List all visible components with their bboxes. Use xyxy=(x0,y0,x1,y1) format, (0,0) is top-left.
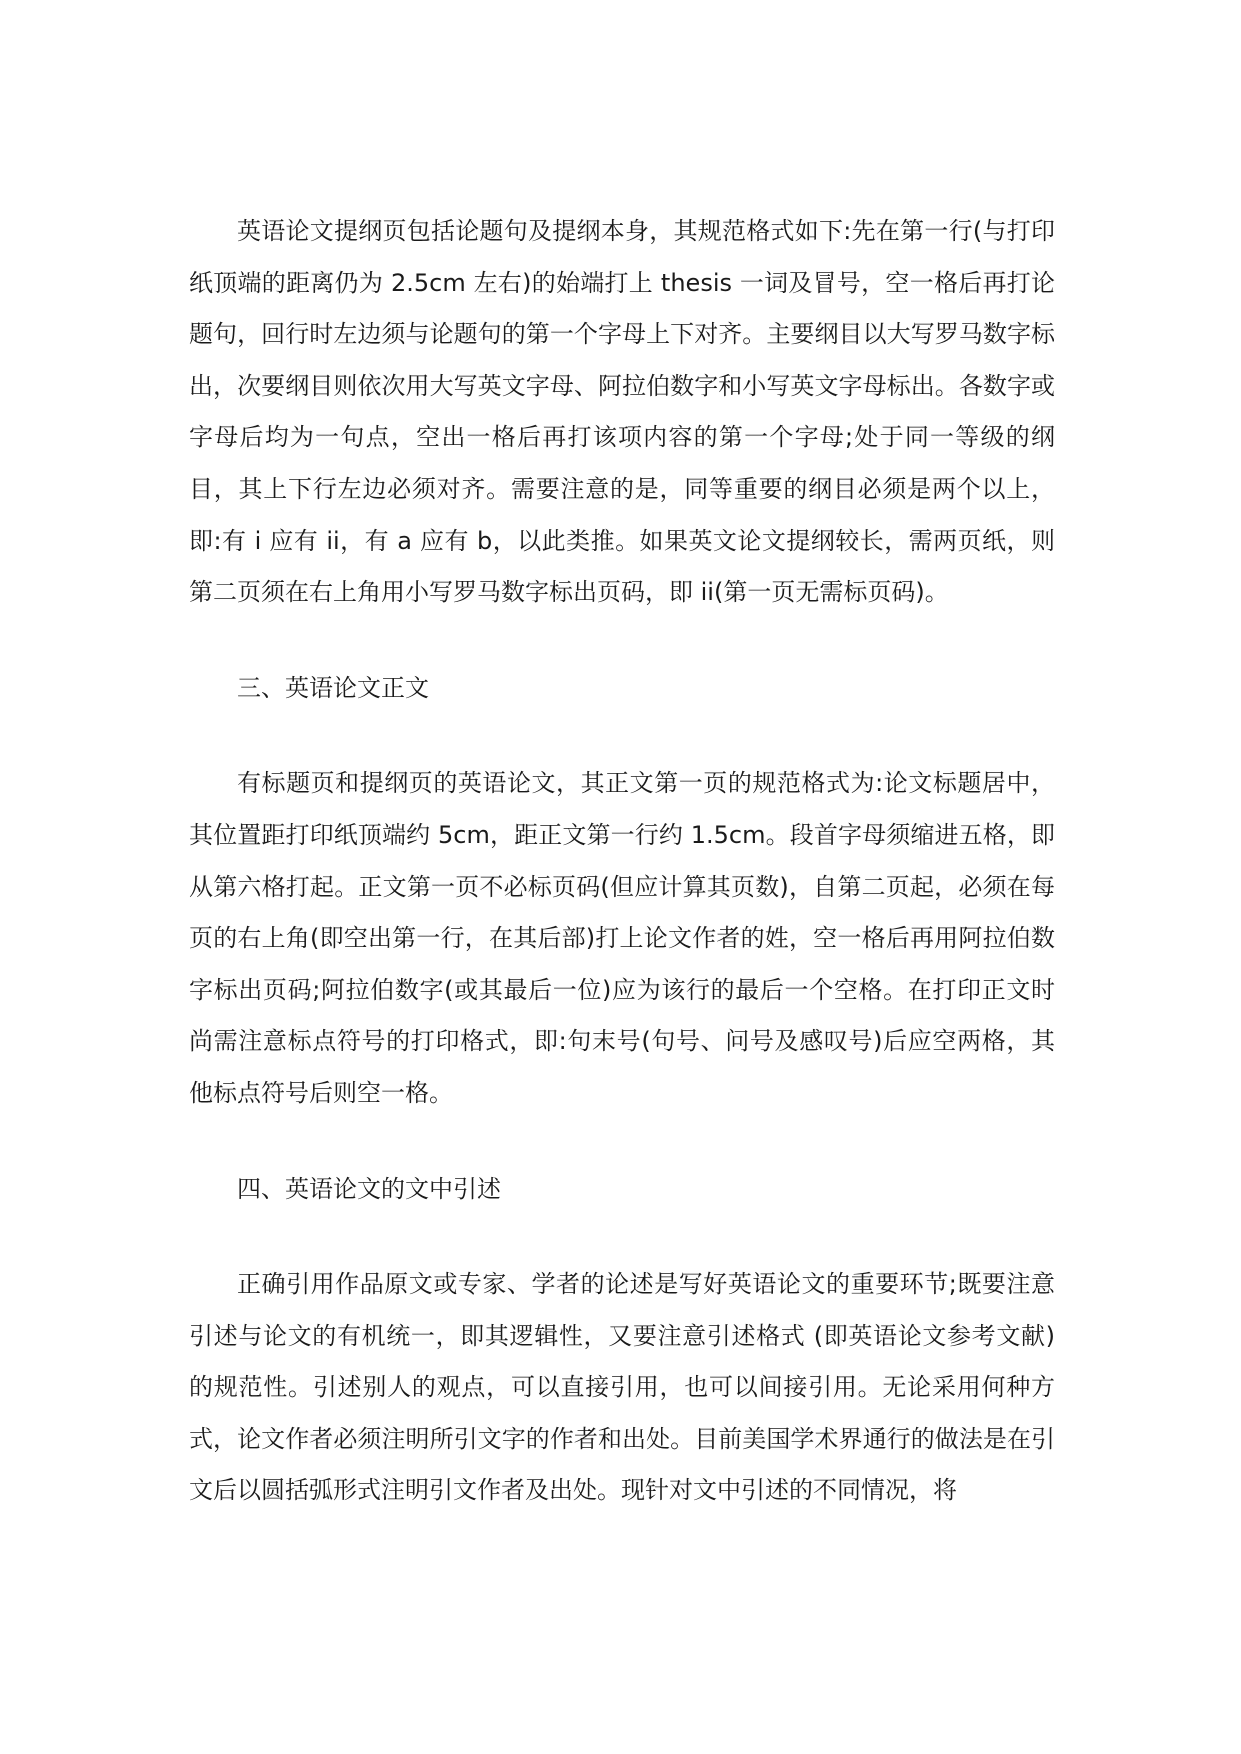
paragraph-outline-format: 英语论文提纲页包括论题句及提纲本身，其规范格式如下:先在第一行(与打印纸顶端的距离仍为 2.5cm 左右)的始端打上 thesis 一词及冒号，空一格后再打论题句，回行时左边须与论题句的第一个字母上下对齐。主要纲目以大写罗马数字标出，次要纲目则依次用大写英文字母、阿拉伯数字和小写英文字母标出。各数字或字母后均为一句点，空出一格后再打该项内容的第一个字母;处于同一等级的纲目，其上下行左边必须对齐。需要注意的是，同等重要的纲目必须是两个以上，即:有 i 应有 ii，有 a 应有 b，以此类推。如果英文论文提纲较长，需两页纸，则第二页须在右上角用小写罗马数字标出页码，即 ii(第一页无需标页码)。 xyxy=(189,217,1055,607)
paragraph-citation-rules: 正确引用作品原文或专家、学者的论述是写好英语论文的重要环节;既要注意引述与论文的有机统一，即其逻辑性，又要注意引述格式 (即英语论文参考文献)的规范性。引述别人的观点，可以直接引用，也可以间接引用。无论采用何种方式，论文作者必须注明所引文字的作者和出处。目前美国学术界通行的做法是在引文后以圆括弧形式注明引文作者及出处。现针对文中引述的不同情况，将 xyxy=(189,1270,1055,1505)
paragraph-spacer xyxy=(189,1120,1055,1164)
paragraph-body-format: 有标题页和提纲页的英语论文，其正文第一页的规范格式为:论文标题居中，其位置距打印纸顶端约 5cm，距正文第一行约 1.5cm。段首字母须缩进五格，即从第六格打起。正文第一页不必标页码(但应计算其页数)，自第二页起，必须在每页的右上角(即空出第一行，在其后部)打上论文作者的姓，空一格后再用阿拉伯数字标出页码;阿拉伯数字(或其最后一位)应为该行的最后一个空格。在打印正文时尚需注意标点符号的打印格式，即:句末号(句号、问号及感叹号)后应空两格，其他标点符号后则空一格。 xyxy=(189,769,1055,1107)
heading-spacer xyxy=(189,1215,1055,1259)
paragraph-spacer xyxy=(189,619,1055,663)
section-heading-body-text: 三、英语论文正文 xyxy=(237,673,429,702)
section-heading-citations: 四、英语论文的文中引述 xyxy=(237,1174,501,1203)
document-body xyxy=(189,206,1055,1517)
heading-spacer xyxy=(189,714,1055,758)
